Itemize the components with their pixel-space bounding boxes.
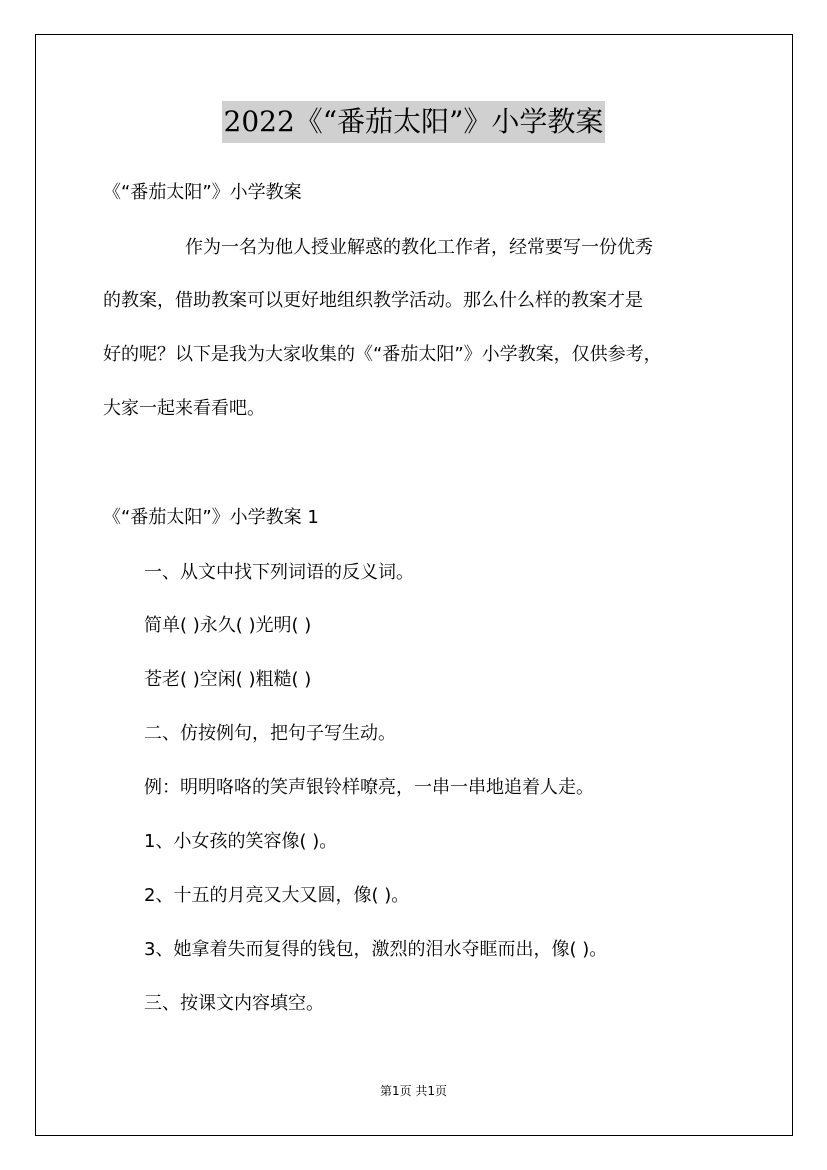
title-container	[0, 101, 827, 143]
question-line: 苍老( )空闲( )粗糙( )	[144, 669, 312, 690]
question-line: 3、她拿着失而复得的钱包，激烈的泪水夺眶而出，像( )。	[144, 939, 608, 960]
question-line: 简单( )永久( )光明( )	[144, 615, 312, 636]
question-heading-3: 三、按课文内容填空。	[144, 993, 324, 1014]
intro-line-1: 作为一名为他人授业解惑的教化工作者，经常要写一份优秀	[185, 237, 653, 258]
subtitle: 《“番茄太阳”》小学教案	[103, 182, 302, 203]
question-heading-2: 二、仿按例句，把句子写生动。	[144, 723, 396, 744]
question-line: 1、小女孩的笑容像( )。	[144, 831, 338, 852]
intro-line-4: 大家一起来看看吧。	[103, 398, 265, 419]
question-heading-1: 一、从文中找下列词语的反义词。	[144, 562, 414, 583]
intro-line-3: 好的呢？以下是我为大家收集的《“番茄太阳”》小学教案，仅供参考，	[103, 344, 662, 365]
example-sentence: 例：明明咯咯的笑声银铃样嘹亮，一串一串地追着人走。	[144, 777, 594, 798]
question-line: 2、十五的月亮又大又圆，像( )。	[144, 885, 410, 906]
intro-line-2: 的教案，借助教案可以更好地组织教学活动。那么什么样的教案才是	[103, 290, 643, 311]
page-footer: 第1页 共1页	[379, 1084, 448, 1098]
section-title: 《“番茄太阳”》小学教案 1	[103, 507, 319, 528]
page-title: 2022《“番茄太阳”》小学教案	[222, 101, 606, 143]
